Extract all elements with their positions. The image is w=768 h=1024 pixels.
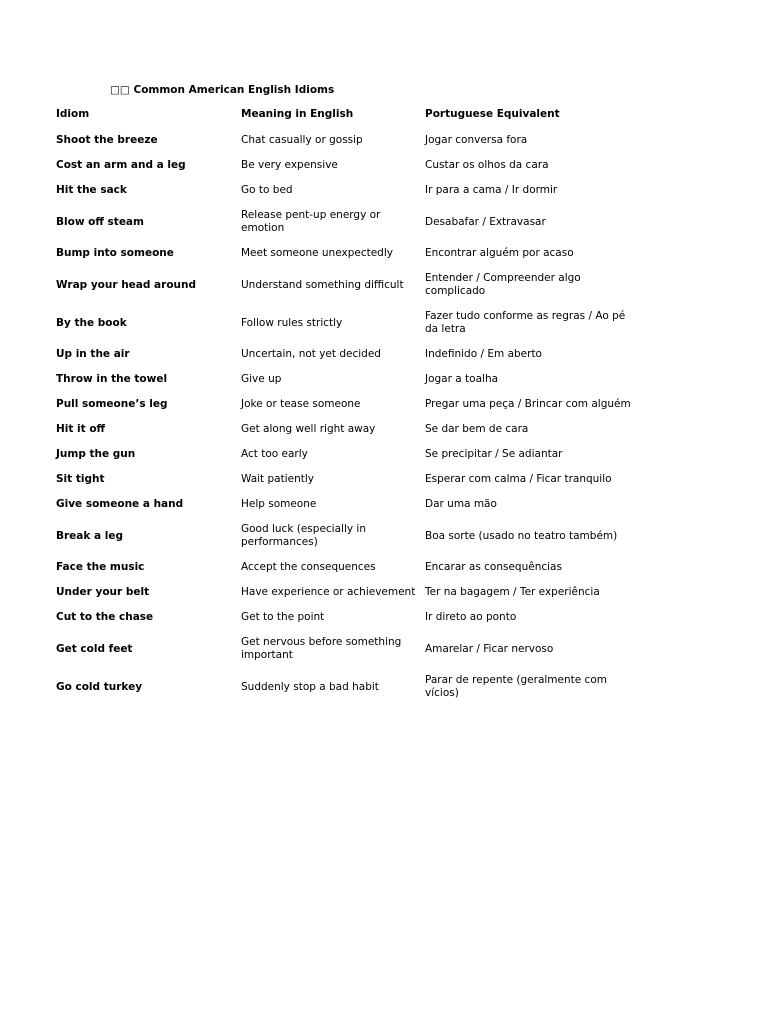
table-row [56,342,646,367]
table-row [56,178,646,203]
meaning-cell: Good luck (especially in performances) [241,523,366,548]
table-row [56,367,646,392]
meaning-cell: Uncertain, not yet decided [241,348,381,360]
table-body [56,128,646,706]
meaning-cell: Wait patiently [241,473,315,485]
idiom-cell: By the book [56,316,127,329]
page-title: □□ Common American English Idioms [110,84,335,96]
meaning-cell: Follow rules strictly [241,316,343,329]
portuguese-cell: Boa sorte (usado no teatro também) [425,529,618,542]
meaning-cell: Go to bed [241,184,293,196]
table-row [56,555,646,580]
idiom-cell: Face the music [56,561,145,573]
idiom-cell: Cost an arm and a leg [56,159,186,171]
meaning-cell: Act too early [241,448,308,460]
table-row [56,517,646,555]
table-row [56,304,646,342]
column-header-idiom: Idiom [56,108,90,120]
table-row [56,467,646,492]
table-row [56,580,646,605]
portuguese-cell: Pregar uma peça / Brincar com alguém [425,398,631,410]
table-row [56,153,646,178]
idiom-cell: Hit the sack [56,184,127,196]
meaning-cell: Chat casually or gossip [241,134,363,146]
portuguese-cell: Desabafar / Extravasar [425,215,546,228]
meaning-cell: Release pent-up energy or emotion [241,209,381,234]
portuguese-cell: Custar os olhos da cara [425,159,549,171]
portuguese-cell: Ir direto ao ponto [425,611,517,623]
portuguese-cell: Ir para a cama / Ir dormir [425,184,558,196]
table-row [56,203,646,241]
portuguese-cell: Encarar as consequências [425,561,562,573]
table-row [56,392,646,417]
meaning-cell: Meet someone unexpectedly [241,247,393,259]
portuguese-cell: Ter na bagagem / Ter experiência [425,586,600,598]
portuguese-cell: Entender / Compreender algo complicado [425,272,581,297]
table-row [56,417,646,442]
portuguese-cell: Encontrar alguém por acaso [425,247,574,259]
table-row [56,630,646,668]
idiom-cell: Sit tight [56,473,105,485]
idiom-cell: Blow off steam [56,215,144,228]
meaning-cell: Give up [241,373,282,385]
idiom-cell: Wrap your head around [56,278,196,291]
idiom-cell: Under your belt [56,586,150,598]
meaning-cell: Accept the consequences [241,561,376,573]
portuguese-cell: Amarelar / Ficar nervoso [425,642,554,655]
meaning-cell: Help someone [241,498,317,510]
table-row [56,605,646,630]
meaning-cell: Suddenly stop a bad habit [241,680,379,693]
idiom-cell: Cut to the chase [56,611,154,623]
portuguese-cell: Se precipitar / Se adiantar [425,448,563,460]
idiom-cell: Pull someone’s leg [56,398,168,410]
portuguese-cell: Se dar bem de cara [425,423,529,435]
meaning-cell: Have experience or achievement [241,586,416,598]
table-row [56,442,646,467]
idiom-cell: Go cold turkey [56,680,143,693]
table-header-row [56,102,646,128]
idiom-cell: Shoot the breeze [56,134,158,146]
portuguese-cell: Esperar com calma / Ficar tranquilo [425,473,612,485]
meaning-cell: Get along well right away [241,423,376,435]
idiom-cell: Up in the air [56,348,130,360]
portuguese-cell: Fazer tudo conforme as regras / Ao pé da letra [425,310,626,335]
table-row [56,266,646,304]
idioms-table [56,102,646,706]
portuguese-cell: Jogar conversa fora [425,134,528,146]
meaning-cell: Be very expensive [241,159,338,171]
column-header-portuguese: Portuguese Equivalent [425,108,560,120]
idiom-cell: Bump into someone [56,247,174,259]
idiom-cell: Break a leg [56,529,124,542]
idiom-cell: Throw in the towel [56,373,168,385]
table-row [56,492,646,517]
portuguese-cell: Parar de repente (geralmente com vícios) [425,674,607,699]
table-row [56,128,646,153]
idiom-cell: Hit it off [56,423,106,435]
idiom-cell: Jump the gun [56,448,136,460]
portuguese-cell: Indefinido / Em aberto [425,348,542,360]
idiom-cell: Give someone a hand [56,498,184,510]
idiom-cell: Get cold feet [56,642,133,655]
table-row [56,668,646,706]
table-row [56,241,646,266]
meaning-cell: Get to the point [241,611,325,623]
column-header-meaning: Meaning in English [241,108,354,120]
portuguese-cell: Dar uma mão [425,498,497,510]
meaning-cell: Get nervous before something important [241,636,402,661]
meaning-cell: Understand something difficult [241,278,404,291]
portuguese-cell: Jogar a toalha [425,373,499,385]
meaning-cell: Joke or tease someone [241,398,361,410]
